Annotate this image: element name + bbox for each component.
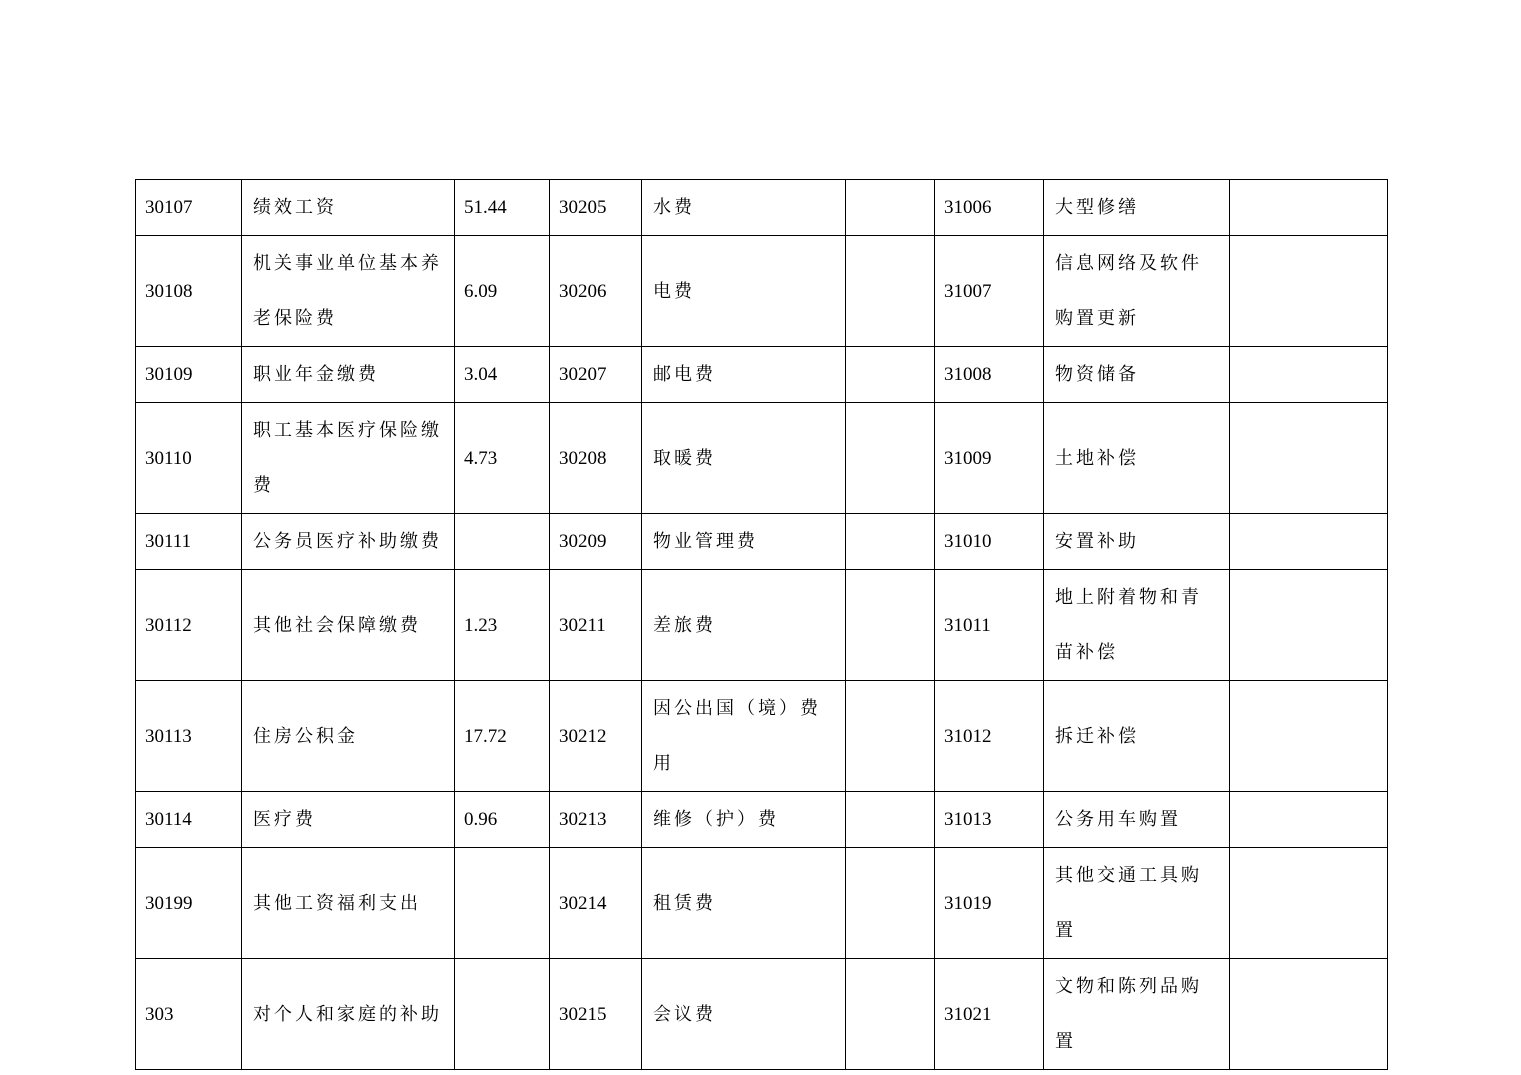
amount-cell: 1.23 [455, 570, 550, 681]
item-name-cell: 文物和陈列品购置 [1044, 959, 1230, 1070]
amount-cell [1230, 180, 1388, 236]
amount-cell: 6.09 [455, 236, 550, 347]
table-row [136, 236, 1388, 347]
economic-code-cell: 30215 [550, 959, 642, 1070]
table-row [136, 514, 1388, 570]
item-name-cell: 其他社会保障缴费 [242, 570, 455, 681]
table-row [136, 959, 1388, 1070]
amount-cell [1230, 681, 1388, 792]
economic-code-cell: 30213 [550, 792, 642, 848]
economic-code-cell: 30199 [136, 848, 242, 959]
economic-code-cell: 30207 [550, 347, 642, 403]
item-name-cell: 取暖费 [642, 403, 846, 514]
item-name-cell: 其他工资福利支出 [242, 848, 455, 959]
economic-code-cell: 31013 [935, 792, 1044, 848]
item-name-cell: 信息网络及软件购置更新 [1044, 236, 1230, 347]
economic-code-cell: 30110 [136, 403, 242, 514]
amount-cell: 3.04 [455, 347, 550, 403]
amount-cell [846, 347, 935, 403]
economic-code-cell: 31007 [935, 236, 1044, 347]
amount-cell [846, 792, 935, 848]
economic-code-cell: 31009 [935, 403, 1044, 514]
item-name-cell: 邮电费 [642, 347, 846, 403]
item-name-cell: 水费 [642, 180, 846, 236]
item-name-cell: 对个人和家庭的补助 [242, 959, 455, 1070]
item-name-cell: 差旅费 [642, 570, 846, 681]
economic-code-cell: 30114 [136, 792, 242, 848]
table-row [136, 180, 1388, 236]
amount-cell [846, 403, 935, 514]
item-name-cell: 租赁费 [642, 848, 846, 959]
item-name-cell: 职工基本医疗保险缴费 [242, 403, 455, 514]
item-name-cell: 公务员医疗补助缴费 [242, 514, 455, 570]
amount-cell [1230, 792, 1388, 848]
amount-cell [846, 514, 935, 570]
item-name-cell: 会议费 [642, 959, 846, 1070]
amount-cell [1230, 403, 1388, 514]
item-name-cell: 医疗费 [242, 792, 455, 848]
economic-code-cell: 30208 [550, 403, 642, 514]
budget-expenditure-table [135, 179, 1388, 1070]
economic-code-cell: 30209 [550, 514, 642, 570]
economic-code-cell: 30206 [550, 236, 642, 347]
amount-cell [455, 848, 550, 959]
amount-cell [1230, 236, 1388, 347]
item-name-cell: 土地补偿 [1044, 403, 1230, 514]
amount-cell: 51.44 [455, 180, 550, 236]
economic-code-cell: 31011 [935, 570, 1044, 681]
amount-cell [1230, 347, 1388, 403]
economic-code-cell: 31010 [935, 514, 1044, 570]
economic-code-cell: 30205 [550, 180, 642, 236]
item-name-cell: 职业年金缴费 [242, 347, 455, 403]
economic-code-cell: 30212 [550, 681, 642, 792]
economic-code-cell: 31019 [935, 848, 1044, 959]
item-name-cell: 拆迁补偿 [1044, 681, 1230, 792]
item-name-cell: 其他交通工具购置 [1044, 848, 1230, 959]
item-name-cell: 大型修缮 [1044, 180, 1230, 236]
amount-cell [1230, 570, 1388, 681]
amount-cell [455, 959, 550, 1070]
economic-code-cell: 30214 [550, 848, 642, 959]
table-row [136, 681, 1388, 792]
item-name-cell: 住房公积金 [242, 681, 455, 792]
item-name-cell: 安置补助 [1044, 514, 1230, 570]
amount-cell: 4.73 [455, 403, 550, 514]
table-row [136, 403, 1388, 514]
table-row [136, 848, 1388, 959]
economic-code-cell: 30109 [136, 347, 242, 403]
economic-code-cell: 30211 [550, 570, 642, 681]
economic-code-cell: 31006 [935, 180, 1044, 236]
economic-code-cell: 31008 [935, 347, 1044, 403]
item-name-cell: 电费 [642, 236, 846, 347]
amount-cell: 17.72 [455, 681, 550, 792]
item-name-cell: 因公出国（境）费用 [642, 681, 846, 792]
economic-code-cell: 30108 [136, 236, 242, 347]
item-name-cell: 地上附着物和青苗补偿 [1044, 570, 1230, 681]
economic-code-cell: 30112 [136, 570, 242, 681]
item-name-cell: 公务用车购置 [1044, 792, 1230, 848]
economic-code-cell: 303 [136, 959, 242, 1070]
item-name-cell: 机关事业单位基本养老保险费 [242, 236, 455, 347]
item-name-cell: 维修（护）费 [642, 792, 846, 848]
amount-cell [846, 236, 935, 347]
item-name-cell: 物业管理费 [642, 514, 846, 570]
amount-cell [1230, 514, 1388, 570]
amount-cell [1230, 848, 1388, 959]
item-name-cell: 绩效工资 [242, 180, 455, 236]
amount-cell [846, 681, 935, 792]
economic-code-cell: 31021 [935, 959, 1044, 1070]
item-name-cell: 物资储备 [1044, 347, 1230, 403]
amount-cell [846, 848, 935, 959]
table-row [136, 347, 1388, 403]
economic-code-cell: 30113 [136, 681, 242, 792]
amount-cell [846, 959, 935, 1070]
amount-cell [455, 514, 550, 570]
economic-code-cell: 31012 [935, 681, 1044, 792]
table-row [136, 792, 1388, 848]
amount-cell: 0.96 [455, 792, 550, 848]
economic-code-cell: 30107 [136, 180, 242, 236]
amount-cell [1230, 959, 1388, 1070]
amount-cell [846, 570, 935, 681]
table-row [136, 570, 1388, 681]
economic-code-cell: 30111 [136, 514, 242, 570]
amount-cell [846, 180, 935, 236]
